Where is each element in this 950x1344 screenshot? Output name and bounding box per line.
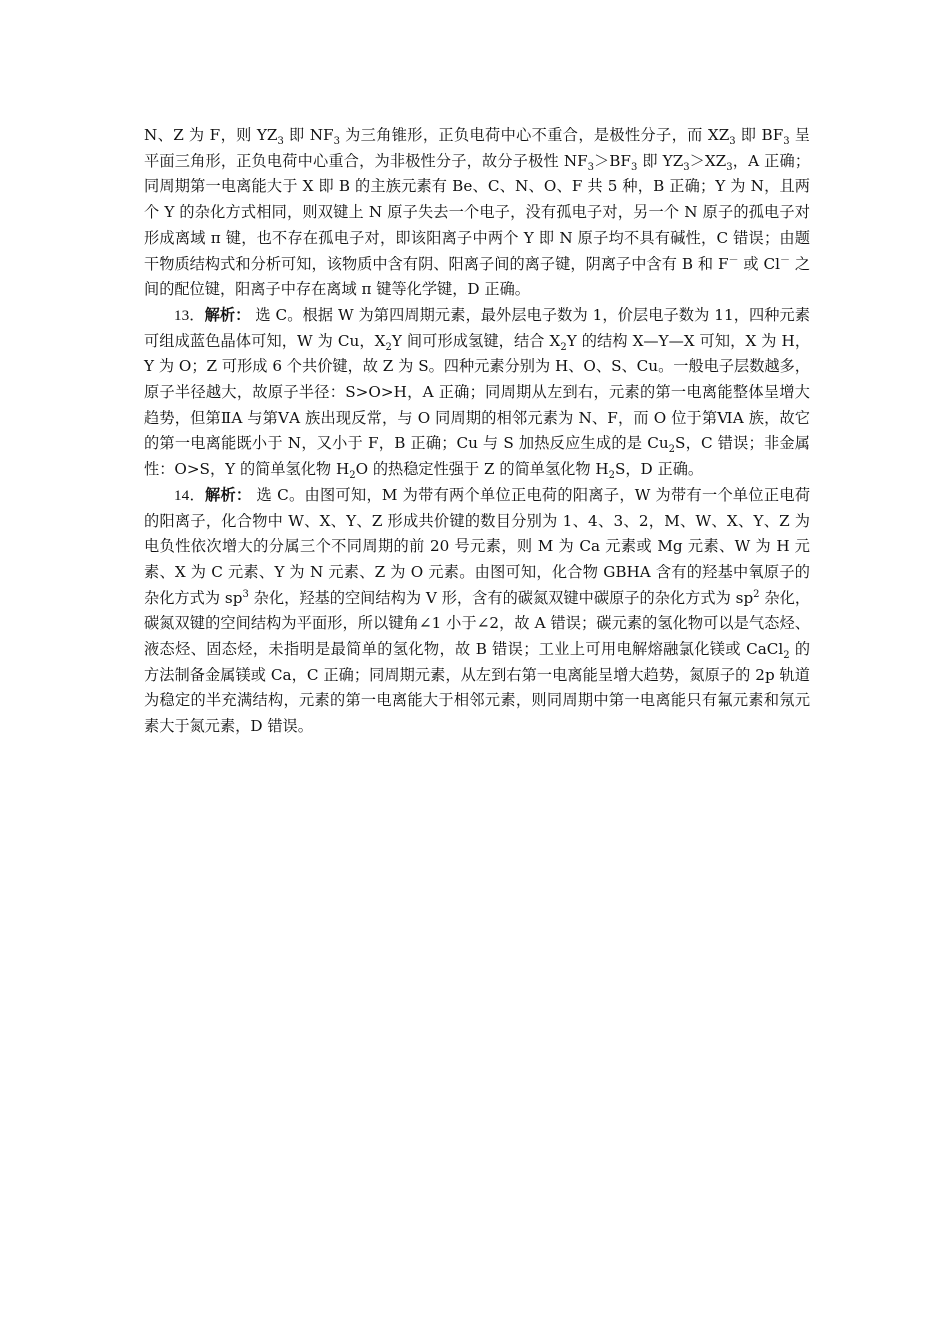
subscript: 3	[683, 161, 690, 173]
text-run: S，D 正确。	[614, 460, 704, 479]
subscript: 3	[630, 161, 638, 173]
text-run: 即 YZ	[637, 151, 684, 170]
subscript: 3	[729, 136, 736, 148]
subscript: 2	[385, 341, 392, 353]
text-run: 选 C。由图可知，M 为带有两个单位正电荷的阳离子，W 为带有一个单位正电荷的阳离子，化合物中 W、X、Y、Z 形成共价键的数目分别为 1、4、3、2，M、W、X、Y、Z 为电负性依次增大的分属三个不同周期的前 20 号元素，则 M 为 Ca 元素或 Mg 元素、W 为 H 元素、X 为 C 元素、Y 为 N 元素、Z 为 O 元素。由图可知，化合物 GBHA 含有的羟基中氧原子的杂化方式为 sp	[144, 485, 811, 607]
superscript: 2	[753, 588, 760, 600]
subscript: 2	[560, 341, 567, 353]
text-run: O 的热稳定性强于 Z 的简单氢化物 H	[355, 460, 609, 479]
paragraph-continuation	[144, 123, 810, 303]
text-run: 呈平面三角形，正负电荷中心重合，为非极性分子，故分子极性 NF	[144, 126, 810, 170]
text-run: Y 间可形成氢键，结合 X	[391, 331, 561, 350]
analysis-label: 解析：	[204, 485, 252, 504]
analysis-label: 解析：	[204, 305, 251, 324]
text-run: N、Z 为 F，则 YZ	[144, 126, 278, 144]
subscript: 3	[277, 136, 284, 148]
paragraph-question-13	[144, 303, 810, 483]
subscript: 3	[333, 136, 340, 148]
text-run: Y 的结构 X—Y—X 可知，X 为 H，Y 为 O；Z 可形成 6 个共价键，故 Z 为 S。四种元素分别为 H、O、S、Cu。一般电子层数越多，原子半径越大，故原子半径：S>O>H，A 正确；同周期从左到右，元素的第一电离能整体呈增大趋势，但第ⅡA 与第ⅤA 族出现反常，与 O 同周期的相邻元素为 N、F，而 O 位于第ⅥA 族，故它的第一电离能既小于 N，又小于 F，B 正确；Cu 与 S 加热反应生成的是 Cu	[144, 331, 811, 453]
text-run: 即 BF	[735, 126, 784, 144]
subscript: 3	[726, 161, 733, 173]
subscript: 2	[608, 470, 615, 482]
text-run: S，C 错误；非金属性：O>S，Y 的简单氢化物 H	[144, 434, 810, 479]
subscript: 3	[587, 161, 595, 173]
subscript: 2	[349, 470, 356, 482]
text-run: 选 C。根据 W 为第四周期元素，最外层电子数为 1，价层电子数为 11，四种元素可组成蓝色晶体可知，W 为 Cu，X	[144, 305, 811, 350]
text-run: 的方法制备金属镁或 Ca，C 正确；同周期元素，从左到右第一电离能呈增大趋势，氮原子的 2p 轨道为稳定的半充满结构，元素的第一电离能大于相邻元素，则同周期中第一电离能只有氟元素和氖元素大于氮元素，D 错误。	[144, 640, 811, 736]
text-run: 之间的配位键，阳离子中存在离域 π 键等化学键，D 正确。	[144, 254, 811, 299]
text-run: ＞XZ	[689, 151, 727, 170]
superscript: 3	[242, 588, 249, 600]
document-page	[144, 123, 810, 740]
superscript: －	[779, 254, 790, 266]
question-number: 14．	[174, 486, 205, 504]
text-run: 杂化，碳氮双键的空间结构为平面形，所以键角∠1 小于∠2，故 A 错误；碳元素的氢化物可以是气态烃、液态烃、固态烃，未指明是最简单的氢化物，故 B 错误；工业上可用电解熔融氯化镁或 CaCl	[144, 588, 811, 659]
paragraph-question-14	[144, 483, 810, 740]
subscript: 2	[783, 650, 790, 662]
text-run: 为三角锥形，正负电荷中心不重合，是极性分子，而 XZ	[339, 126, 730, 144]
question-number: 13．	[174, 306, 205, 324]
text-run: 杂化，羟基的空间结构为 V 形，含有的碳氮双键中碳原子的杂化方式为 sp	[248, 588, 754, 607]
superscript: －	[728, 254, 739, 266]
text-run: 即 NF	[283, 126, 334, 144]
subscript: 3	[783, 136, 790, 148]
subscript: 2	[668, 444, 675, 456]
text-run: ＞BF	[594, 151, 631, 170]
text-run: 或 Cl	[738, 254, 780, 273]
text-run: ，A 正确；同周期第一电离能大于 X 即 B 的主族元素有 Be、C、N、O、F 共 5 种，B 正确；Y 为 N，且两个 Y 的杂化方式相同，则双键上 N 原子失去一个电子，没有孤电子对，另一个 N 原子的孤电子对形成离域 π 键，也不存在孤电子对，即该阳离子中两个 Y 即 N 原子均不具有碱性，C 错误；由题干物质结构式和分析可知，该物质中含有阴、阳离子间的离子键，阴离子中含有 B 和 F	[144, 151, 811, 273]
